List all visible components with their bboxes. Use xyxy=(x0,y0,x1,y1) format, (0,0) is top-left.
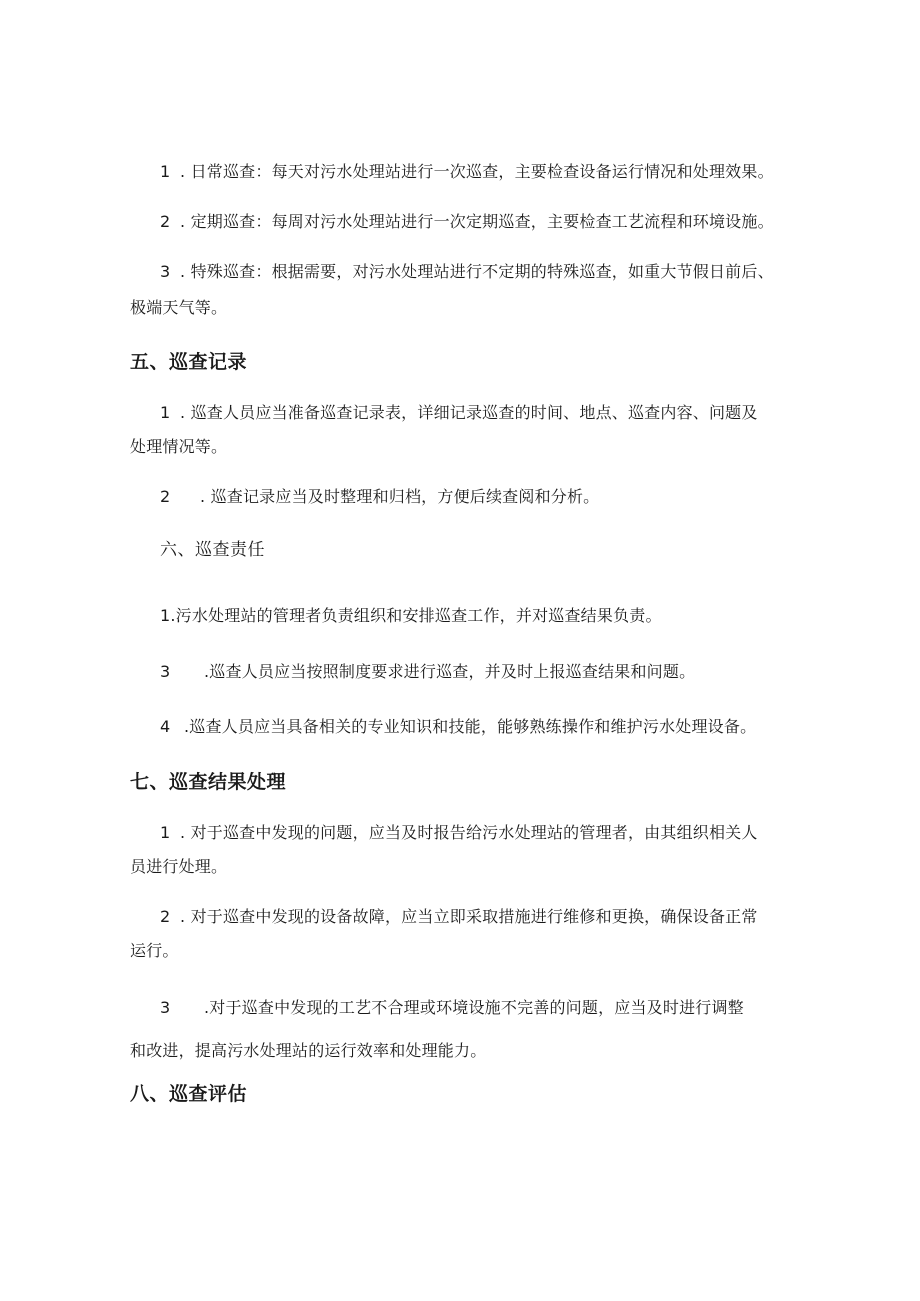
item-text-continuation: 和改进，提高污水处理站的运行效率和处理能力。 xyxy=(130,1041,487,1060)
item-text: .巡查人员应当按照制度要求进行巡查，并及时上报巡查结果和问题。 xyxy=(204,662,696,681)
item-text: . 定期巡查：每周对污水处理站进行一次定期巡查，主要检查工艺流程和环境设施。 xyxy=(180,212,774,231)
item-text: . 特殊巡查：根据需要，对污水处理站进行不定期的特殊巡查，如重大节假日前后、 xyxy=(180,262,774,281)
item-text: .巡查人员应当具备相关的专业知识和技能，能够熟练操作和维护污水处理设备。 xyxy=(184,717,757,736)
item-number: 3 xyxy=(160,662,171,681)
section-heading: 八、巡查评估 xyxy=(130,1083,248,1105)
list-item xyxy=(160,998,744,1018)
list-item xyxy=(160,717,756,737)
item-number: 4 xyxy=(160,717,171,736)
item-text-continuation: 极端天气等。 xyxy=(130,298,228,317)
section-heading: 七、巡查结果处理 xyxy=(130,771,287,793)
item-number: 1. xyxy=(160,606,176,625)
list-item xyxy=(160,262,774,282)
item-number: 1 xyxy=(160,162,171,181)
item-number: 3 xyxy=(160,998,171,1017)
item-text: . 巡查人员应当准备巡查记录表，详细记录巡查的时间、地点、巡查内容、问题及 xyxy=(180,403,758,422)
list-item xyxy=(160,823,758,843)
list-item xyxy=(160,212,774,232)
item-text: . 对于巡查中发现的问题，应当及时报告给污水处理站的管理者，由其组织相关人 xyxy=(180,823,758,842)
section-heading: 五、巡查记录 xyxy=(130,351,248,373)
item-text-continuation: 处理情况等。 xyxy=(130,437,228,456)
section-heading: 六、巡查责任 xyxy=(160,540,265,560)
item-number: 2 xyxy=(160,212,171,231)
item-text: . 对于巡查中发现的设备故障，应当立即采取措施进行维修和更换，确保设备正常 xyxy=(180,907,758,926)
item-text-continuation: 员进行处理。 xyxy=(130,857,228,876)
item-text-continuation: 运行。 xyxy=(130,941,179,960)
item-number: 2 xyxy=(160,907,171,926)
list-item xyxy=(160,487,599,507)
item-text: . 巡查记录应当及时整理和归档，方便后续查阅和分析。 xyxy=(200,487,600,506)
list-item xyxy=(160,162,774,182)
item-text: .对于巡查中发现的工艺不合理或环境设施不完善的问题，应当及时进行调整 xyxy=(204,998,744,1017)
list-item xyxy=(160,403,758,423)
list-item xyxy=(160,907,758,927)
item-number: 1 xyxy=(160,823,171,842)
item-number: 3 xyxy=(160,262,171,281)
item-number: 2 xyxy=(160,487,171,506)
list-item xyxy=(160,662,695,682)
item-number: 1 xyxy=(160,403,171,422)
list-item xyxy=(160,606,662,626)
item-text: . 日常巡查：每天对污水处理站进行一次巡查，主要检查设备运行情况和处理效果。 xyxy=(180,162,774,181)
item-text: 污水处理站的管理者负责组织和安排巡查工作，并对巡查结果负责。 xyxy=(175,606,662,625)
